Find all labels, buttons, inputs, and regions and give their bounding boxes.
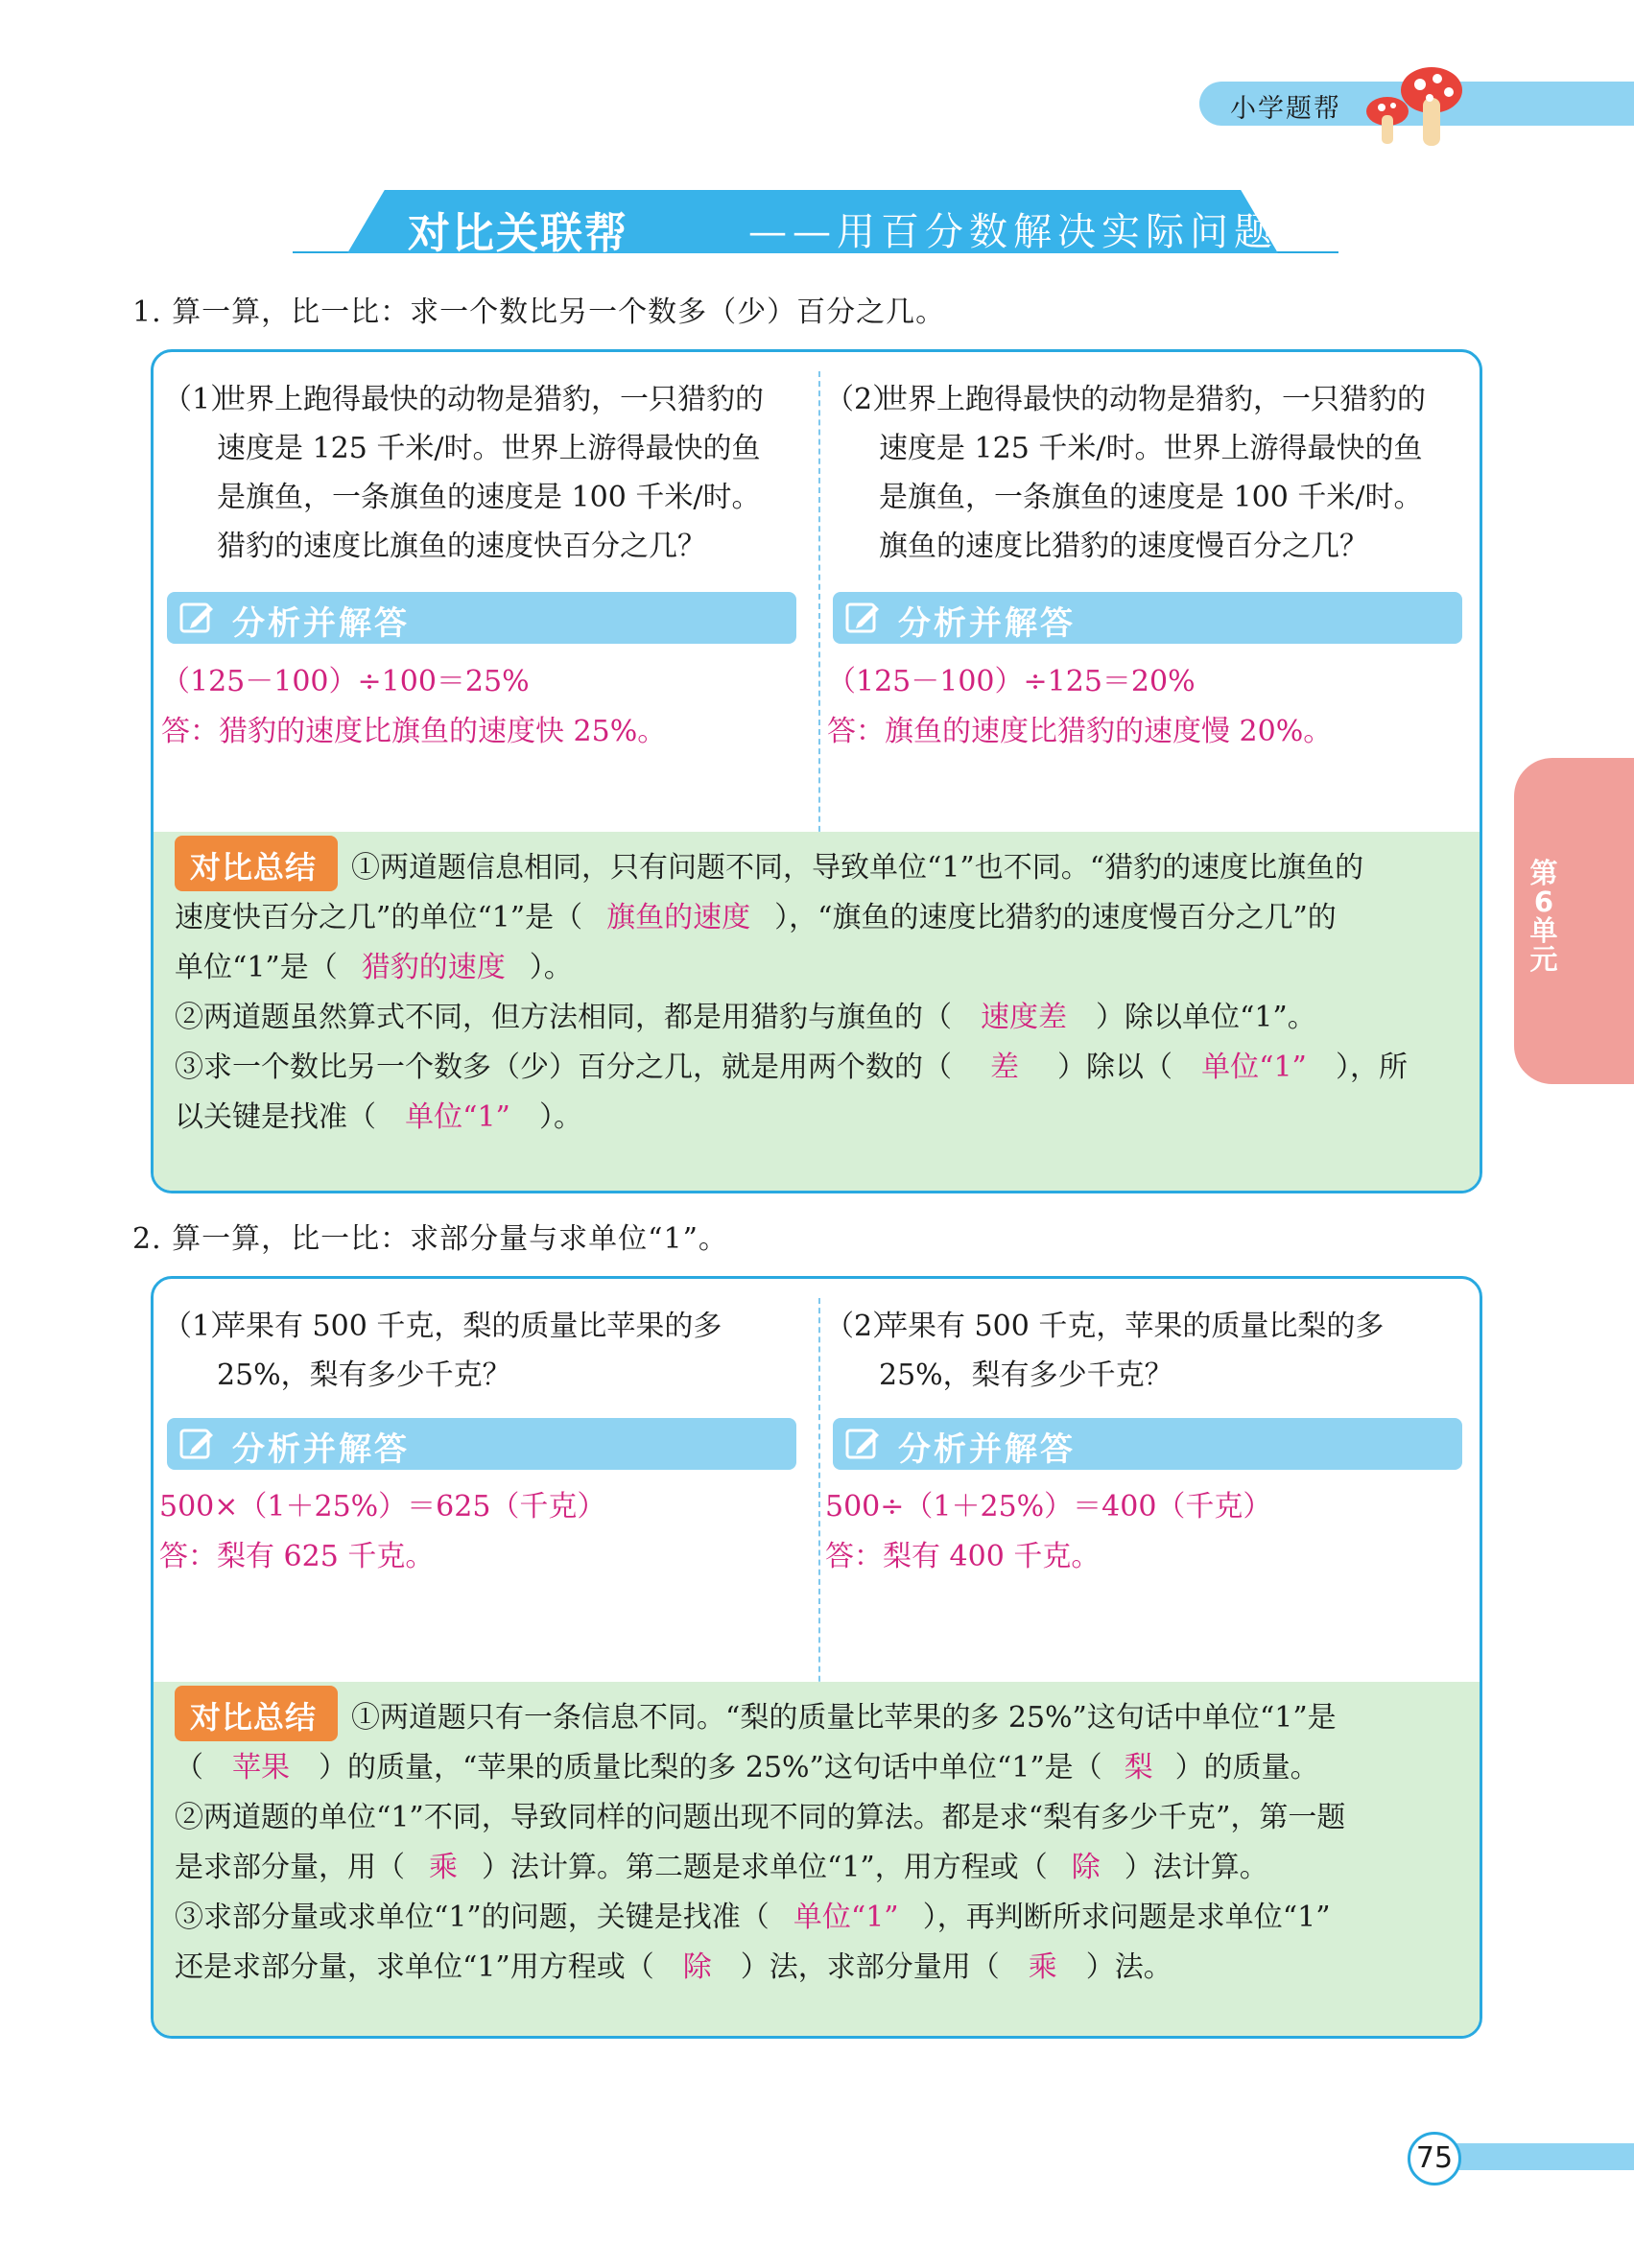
summary-text: ），所 [1336, 1051, 1408, 1084]
summary-text: 速度快百分之几”的单位“1”是（ [175, 901, 583, 934]
question-1-heading: 1. 算一算，比一比：求一个数比另一个数多（少）百分之几。 [132, 295, 946, 329]
summary-text: ）法计算。 [1124, 1851, 1268, 1884]
q2-left-line: 25%，梨有多少千克？ [217, 1358, 511, 1392]
summary-text: ）法，求部分量用（ [740, 1950, 1000, 1984]
q2-right-line: 苹果有 500 千克，苹果的质量比梨的多 [879, 1310, 1385, 1343]
summary-text: ）法计算。第二题是求单位“1”，用方程或（ [482, 1851, 1048, 1884]
filled-answer: 猎豹的速度 [361, 951, 506, 984]
summary-line: ①两道题只有一条信息不同。“梨的质量比苹果的多 25%”这句话中单位“1”是 [351, 1701, 1337, 1735]
q1-left-line: 猎豹的速度比旗鱼的速度快百分之几？ [217, 530, 706, 563]
column-divider [818, 1298, 820, 1701]
filled-answer: 除 [1071, 1851, 1101, 1884]
summary-text: ③求一个数比另一个数多（少）百分之几，就是用两个数的（ [175, 1051, 952, 1084]
q1-left-line: 世界上跑得最快的动物是猎豹，一只猎豹的 [217, 383, 764, 416]
filled-answer: 单位“1” [405, 1100, 510, 1134]
q1-left-line: 速度是 125 千米/时。世界上游得最快的鱼 [217, 432, 761, 465]
q2-left-num: （1） [163, 1310, 240, 1343]
q2-left-problem [163, 1302, 816, 1400]
unit-side-label: 第6单元 [1529, 857, 1558, 976]
q1-right-line: 是旗鱼，一条旗鱼的速度是 100 千米/时。 [879, 481, 1423, 514]
question-1-card [151, 349, 1482, 1193]
filled-answer: 乘 [1028, 1950, 1057, 1984]
q1-summary [154, 832, 1480, 1193]
summary-line [175, 1943, 1172, 1985]
summary-text: ），“旗鱼的速度比猎豹的速度慢百分之几”的 [774, 901, 1337, 934]
q1-right-problem [825, 375, 1482, 571]
answer-formula: 500÷（1＋25%）＝400（千克） [825, 1490, 1272, 1524]
question-2-card [151, 1276, 1482, 2039]
q2-left-answer [159, 1482, 605, 1582]
q1-left-answer [161, 657, 666, 757]
q2-right-line: 25%，梨有多少千克？ [879, 1358, 1173, 1392]
q1-right-line: 旗鱼的速度比猎豹的速度慢百分之几？ [879, 530, 1368, 563]
q2-left-line: 苹果有 500 千克，梨的质量比苹果的多 [217, 1310, 722, 1343]
summary-text: ）。 [539, 1100, 582, 1134]
q1-right-num: （2） [825, 383, 902, 416]
summary-line [175, 1093, 582, 1135]
summary-text: ）除以单位“1”。 [1096, 1001, 1316, 1034]
analyze-label: 分析并解答 [898, 604, 1076, 643]
summary-text: 还是求部分量，求单位“1”用方程或（ [175, 1950, 654, 1984]
brand-label: 小学题帮 [1230, 94, 1341, 124]
q1-left-line: 是旗鱼，一条旗鱼的速度是 100 千米/时。 [217, 481, 761, 514]
summary-badge-label: 对比总结 [190, 1699, 318, 1736]
summary-text: 以关键是找准（ [175, 1100, 376, 1134]
section-title-sub: ——用百分数解决实际问题 [748, 210, 1278, 254]
summary-text: ）的质量。 [1174, 1751, 1319, 1784]
pencil-icon [844, 600, 883, 636]
summary-line [175, 1043, 1408, 1085]
summary-text: ）法。 [1085, 1950, 1172, 1984]
section-title-main: 对比关联帮 [408, 209, 628, 258]
summary-badge [175, 836, 338, 891]
pencil-icon [178, 600, 217, 636]
summary-text: ）的质量，“苹果的质量比梨的多 25%”这句话中单位“1”是（ [319, 1751, 1102, 1784]
summary-line [175, 1893, 1331, 1935]
summary-line: ②两道题的单位“1”不同，导致同样的问题出现不同的算法。都是求“梨有多少千克”，第一题 [175, 1801, 1346, 1834]
summary-line [175, 1843, 1268, 1885]
q1-left-analyze-bar [167, 592, 796, 644]
answer-formula: （125－100）÷125＝20% [827, 665, 1196, 698]
filled-answer: 差 [990, 1051, 1019, 1084]
filled-answer: 乘 [429, 1851, 458, 1884]
summary-text: ②两道题虽然算式不同，但方法相同，都是用猎豹与旗鱼的（ [175, 1001, 952, 1034]
q2-left-analyze-bar [167, 1418, 796, 1470]
q1-right-line: 世界上跑得最快的动物是猎豹，一只猎豹的 [879, 383, 1426, 416]
summary-text: ）。 [529, 951, 573, 984]
analyze-label: 分析并解答 [232, 604, 410, 643]
column-divider [818, 371, 820, 851]
answer-sentence: 答：猎豹的速度比旗鱼的速度快 25%。 [161, 715, 667, 748]
q2-right-analyze-bar [833, 1418, 1462, 1470]
footer-band [1434, 2143, 1634, 2170]
filled-answer: 速度差 [981, 1001, 1067, 1034]
summary-badge [175, 1686, 338, 1741]
question-2-heading: 2. 算一算，比一比：求部分量与求单位“1”。 [132, 1222, 728, 1256]
summary-text: 是求部分量，用（ [175, 1851, 405, 1884]
summary-line [175, 893, 1337, 935]
summary-text: ），再判断所求问题是求单位“1” [922, 1901, 1331, 1934]
filled-answer: 旗鱼的速度 [606, 901, 751, 934]
summary-line [175, 943, 573, 985]
mushroom-icon [1353, 58, 1468, 154]
answer-formula: 500×（1＋25%）＝625（千克） [159, 1490, 606, 1524]
q2-right-problem [825, 1302, 1482, 1400]
q1-right-analyze-bar [833, 592, 1462, 644]
summary-text: ③求部分量或求单位“1”的问题，关键是找准（ [175, 1901, 770, 1934]
q1-right-answer [827, 657, 1332, 757]
answer-sentence: 答：梨有 400 千克。 [825, 1540, 1101, 1573]
q1-left-problem [163, 375, 816, 571]
pencil-icon [844, 1426, 883, 1462]
q2-right-answer [825, 1482, 1271, 1582]
pencil-icon [178, 1426, 217, 1462]
answer-sentence: 答：梨有 625 千克。 [159, 1540, 435, 1573]
filled-answer: 单位“1” [1201, 1051, 1307, 1084]
filled-answer: 苹果 [232, 1751, 290, 1784]
filled-answer: 梨 [1124, 1751, 1153, 1784]
summary-line: ①两道题信息相同，只有问题不同，导致单位“1”也不同。“猎豹的速度比旗鱼的 [351, 851, 1364, 885]
summary-line [175, 993, 1316, 1035]
analyze-label: 分析并解答 [232, 1430, 410, 1469]
summary-line [175, 1743, 1319, 1785]
answer-sentence: 答：旗鱼的速度比猎豹的速度慢 20%。 [827, 715, 1333, 748]
q2-summary [154, 1682, 1480, 2039]
page-number: 75 [1408, 2132, 1461, 2185]
q2-right-num: （2） [825, 1310, 902, 1343]
summary-text: （ [175, 1751, 203, 1784]
q1-left-num: （1） [163, 383, 240, 416]
filled-answer: 单位“1” [793, 1901, 899, 1934]
analyze-label: 分析并解答 [898, 1430, 1076, 1469]
answer-formula: （125－100）÷100＝25% [161, 665, 530, 698]
summary-text: ）除以（ [1057, 1051, 1172, 1084]
q1-right-line: 速度是 125 千米/时。世界上游得最快的鱼 [879, 432, 1423, 465]
summary-text: 单位“1”是（ [175, 951, 338, 984]
filled-answer: 除 [682, 1950, 712, 1984]
summary-badge-label: 对比总结 [190, 849, 318, 886]
